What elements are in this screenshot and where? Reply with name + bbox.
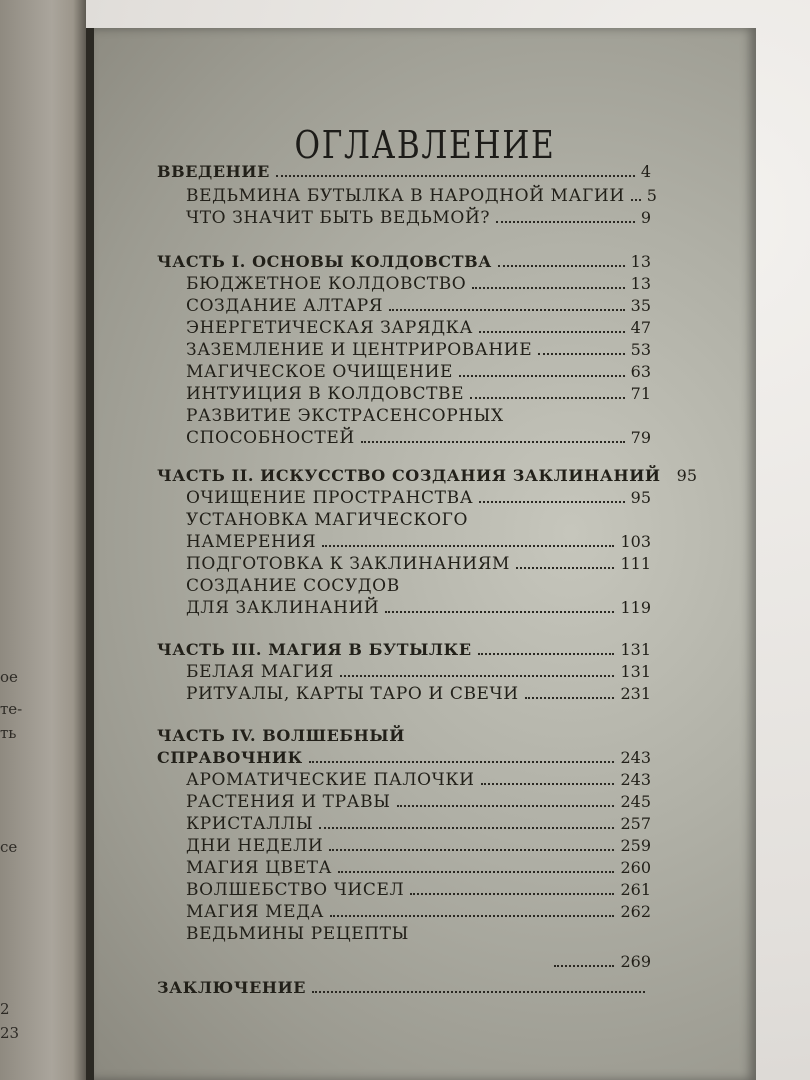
toc-entry-page: 35 [630,296,651,315]
toc-entry-title-line1: УСТАНОВКА МАГИЧЕСКОГО [186,510,469,530]
dot-leader [389,309,625,311]
toc-entry [157,746,651,768]
toc-entry [186,878,651,900]
dot-leader [459,375,625,377]
toc-entry [157,464,697,486]
toc-entry [157,160,651,182]
toc-entry [186,316,651,338]
dot-leader [498,265,625,267]
dot-leader [309,761,615,763]
toc-entry-title-line1: СОЗДАНИЕ СОСУДОВ [186,576,400,596]
left-page-fragment: ое [0,668,18,686]
toc-entry-page: 13 [630,252,651,271]
dot-leader [554,965,614,967]
toc-entry [186,552,651,574]
toc-entry-title: ЧТО ЗНАЧИТ БЫТЬ ВЕДЬМОЙ? [186,208,491,228]
toc-entry-title: ЗАЗЕМЛЕНИЕ И ЦЕНТРИРОВАНИЕ [186,340,533,360]
dot-leader [516,567,614,569]
dot-leader [631,199,641,201]
dot-leader [470,397,624,399]
toc-entry-page: 111 [620,554,651,573]
left-page-fragment: ть [0,724,17,742]
toc-entry-page: 261 [620,880,651,899]
table-of-contents [94,28,756,1080]
toc-entry-page: 13 [630,274,651,293]
toc-entry-page: 4 [640,162,651,181]
toc-entry-page: 259 [620,836,651,855]
toc-entry [186,382,651,404]
toc-entry-page: 63 [630,362,651,381]
page-title: ОГЛАВЛЕНИЕ [294,123,556,167]
toc-entry-title: ВОЛШЕБСТВО ЧИСЕЛ [186,880,405,900]
toc-entry-page: 9 [640,208,651,227]
toc-entry-title: ИНТУИЦИЯ В КОЛДОВСТВЕ [186,384,465,404]
toc-entry-title: АРОМАТИЧЕСКИЕ ПАЛОЧКИ [186,770,475,790]
left-page [0,0,86,1080]
toc-entry-page: 243 [620,770,651,789]
toc-entry-title: МАГИЯ МЕДА [186,902,325,922]
toc-entry-title-line1: РАЗВИТИЕ ЭКСТРАСЕНСОРНЫХ [186,406,504,426]
dot-leader [330,915,614,917]
toc-entry-title: КРИСТАЛЛЫ [186,814,314,834]
toc-entry [186,834,651,856]
toc-entry [186,596,651,618]
dot-leader [385,611,614,613]
toc-entry [186,206,651,228]
dot-leader [322,545,614,547]
toc-entry [186,768,651,790]
toc-entry-page: 231 [620,684,651,703]
toc-entry-title: МАГИЯ ЦВЕТА [186,858,333,878]
toc-entry-title: РИТУАЛЫ, КАРТЫ ТАРО И СВЕЧИ [186,684,519,704]
toc-entry [186,856,651,878]
toc-entry-page: 47 [630,318,651,337]
dot-leader [361,441,625,443]
toc-entry-title: ЗАКЛЮЧЕНИЕ [157,978,307,997]
toc-entry [186,486,651,508]
toc-entry [186,660,651,682]
dot-leader [478,653,615,655]
toc-entry-page: 95 [630,488,651,507]
dot-leader [525,697,615,699]
toc-entry-page: 269 [620,952,651,971]
toc-entry-page: 245 [620,792,651,811]
toc-entry-title: ДНИ НЕДЕЛИ [186,836,324,856]
toc-entry-page: 53 [630,340,651,359]
toc-entry [157,250,651,272]
toc-entry-title: ВВЕДЕНИЕ [157,162,270,181]
book-page [86,28,756,1080]
toc-entry-page: 243 [620,748,651,767]
toc-entry-title: СОЗДАНИЕ АЛТАРЯ [186,296,384,316]
toc-entry-page: 119 [620,598,651,617]
toc-entry-title: ЧАСТЬ II. ИСКУССТВО СОЗДАНИЯ ЗАКЛИНАНИЙ [157,466,661,485]
toc-entry [186,682,651,704]
dot-leader [329,849,614,851]
toc-entry [186,360,651,382]
toc-entry-title: НАМЕРЕНИЯ [186,532,317,552]
left-page-fragment: те- [0,700,23,718]
dot-leader [538,353,624,355]
toc-entry-page: 71 [630,384,651,403]
toc-entry-page: 260 [620,858,651,877]
dot-leader [410,893,614,895]
toc-entry-title: ЧАСТЬ III. МАГИЯ В БУТЫЛКЕ [157,640,472,659]
toc-entry [186,790,651,812]
toc-entry [186,530,651,552]
dot-leader [319,827,614,829]
dot-leader [312,991,645,993]
toc-entry [186,812,651,834]
toc-entry [186,900,651,922]
toc-entry [186,294,651,316]
dot-leader [338,871,614,873]
toc-entry-title: ПОДГОТОВКА К ЗАКЛИНАНИЯМ [186,554,511,574]
toc-entry [157,976,651,998]
dot-leader [479,331,625,333]
toc-entry-title: БЮДЖЕТНОЕ КОЛДОВСТВО [186,274,467,294]
left-page-fragment: 23 [0,1024,20,1042]
dot-leader [276,175,635,177]
toc-entry-title: ВЕДЬМИНЫ РЕЦЕПТЫ [186,924,409,944]
toc-entry [186,184,657,206]
left-page-fragment: се [0,838,18,856]
toc-entry-title-line1: ЧАСТЬ IV. ВОЛШЕБНЫЙ [157,726,405,745]
toc-entry-title: ЭНЕРГЕТИЧЕСКАЯ ЗАРЯДКА [186,318,473,338]
dot-leader [397,805,615,807]
dot-leader [472,287,624,289]
toc-entry-page: 257 [620,814,651,833]
toc-entry-page: 131 [620,640,651,659]
toc-entry-title: ВЕДЬМИНА БУТЫЛКА В НАРОДНОЙ МАГИИ [186,186,625,206]
toc-entry [157,638,651,660]
dot-leader [496,221,635,223]
toc-entry-page: 103 [620,532,651,551]
toc-entry-title: ДЛЯ ЗАКЛИНАНИЙ [186,598,380,618]
toc-entry-page: 262 [620,902,651,921]
toc-entry-title: СПРАВОЧНИК [157,748,303,767]
toc-entry-title: БЕЛАЯ МАГИЯ [186,662,334,682]
toc-entry-title: ЧАСТЬ I. ОСНОВЫ КОЛДОВСТВА [157,252,492,271]
toc-entry-title: МАГИЧЕСКОЕ ОЧИЩЕНИЕ [186,362,453,382]
toc-entry-title: РАСТЕНИЯ И ТРАВЫ [186,792,391,812]
dot-leader [481,783,615,785]
toc-entry [186,338,651,360]
toc-entry [186,426,651,448]
dot-leader [340,675,615,677]
toc-entry-title: СПОСОБНОСТЕЙ [186,428,355,448]
toc-entry-page-row [157,950,651,972]
toc-entry [186,922,651,944]
dot-leader [479,501,624,503]
toc-entry-title: ОЧИЩЕНИЕ ПРОСТРАНСТВА [186,488,474,508]
toc-entry-page: 95 [676,466,697,485]
toc-entry-page: 5 [646,186,657,205]
toc-entry-page: 79 [630,428,651,447]
left-page-fragment: 2 [0,1000,10,1018]
toc-entry [186,272,651,294]
toc-entry-page: 131 [620,662,651,681]
